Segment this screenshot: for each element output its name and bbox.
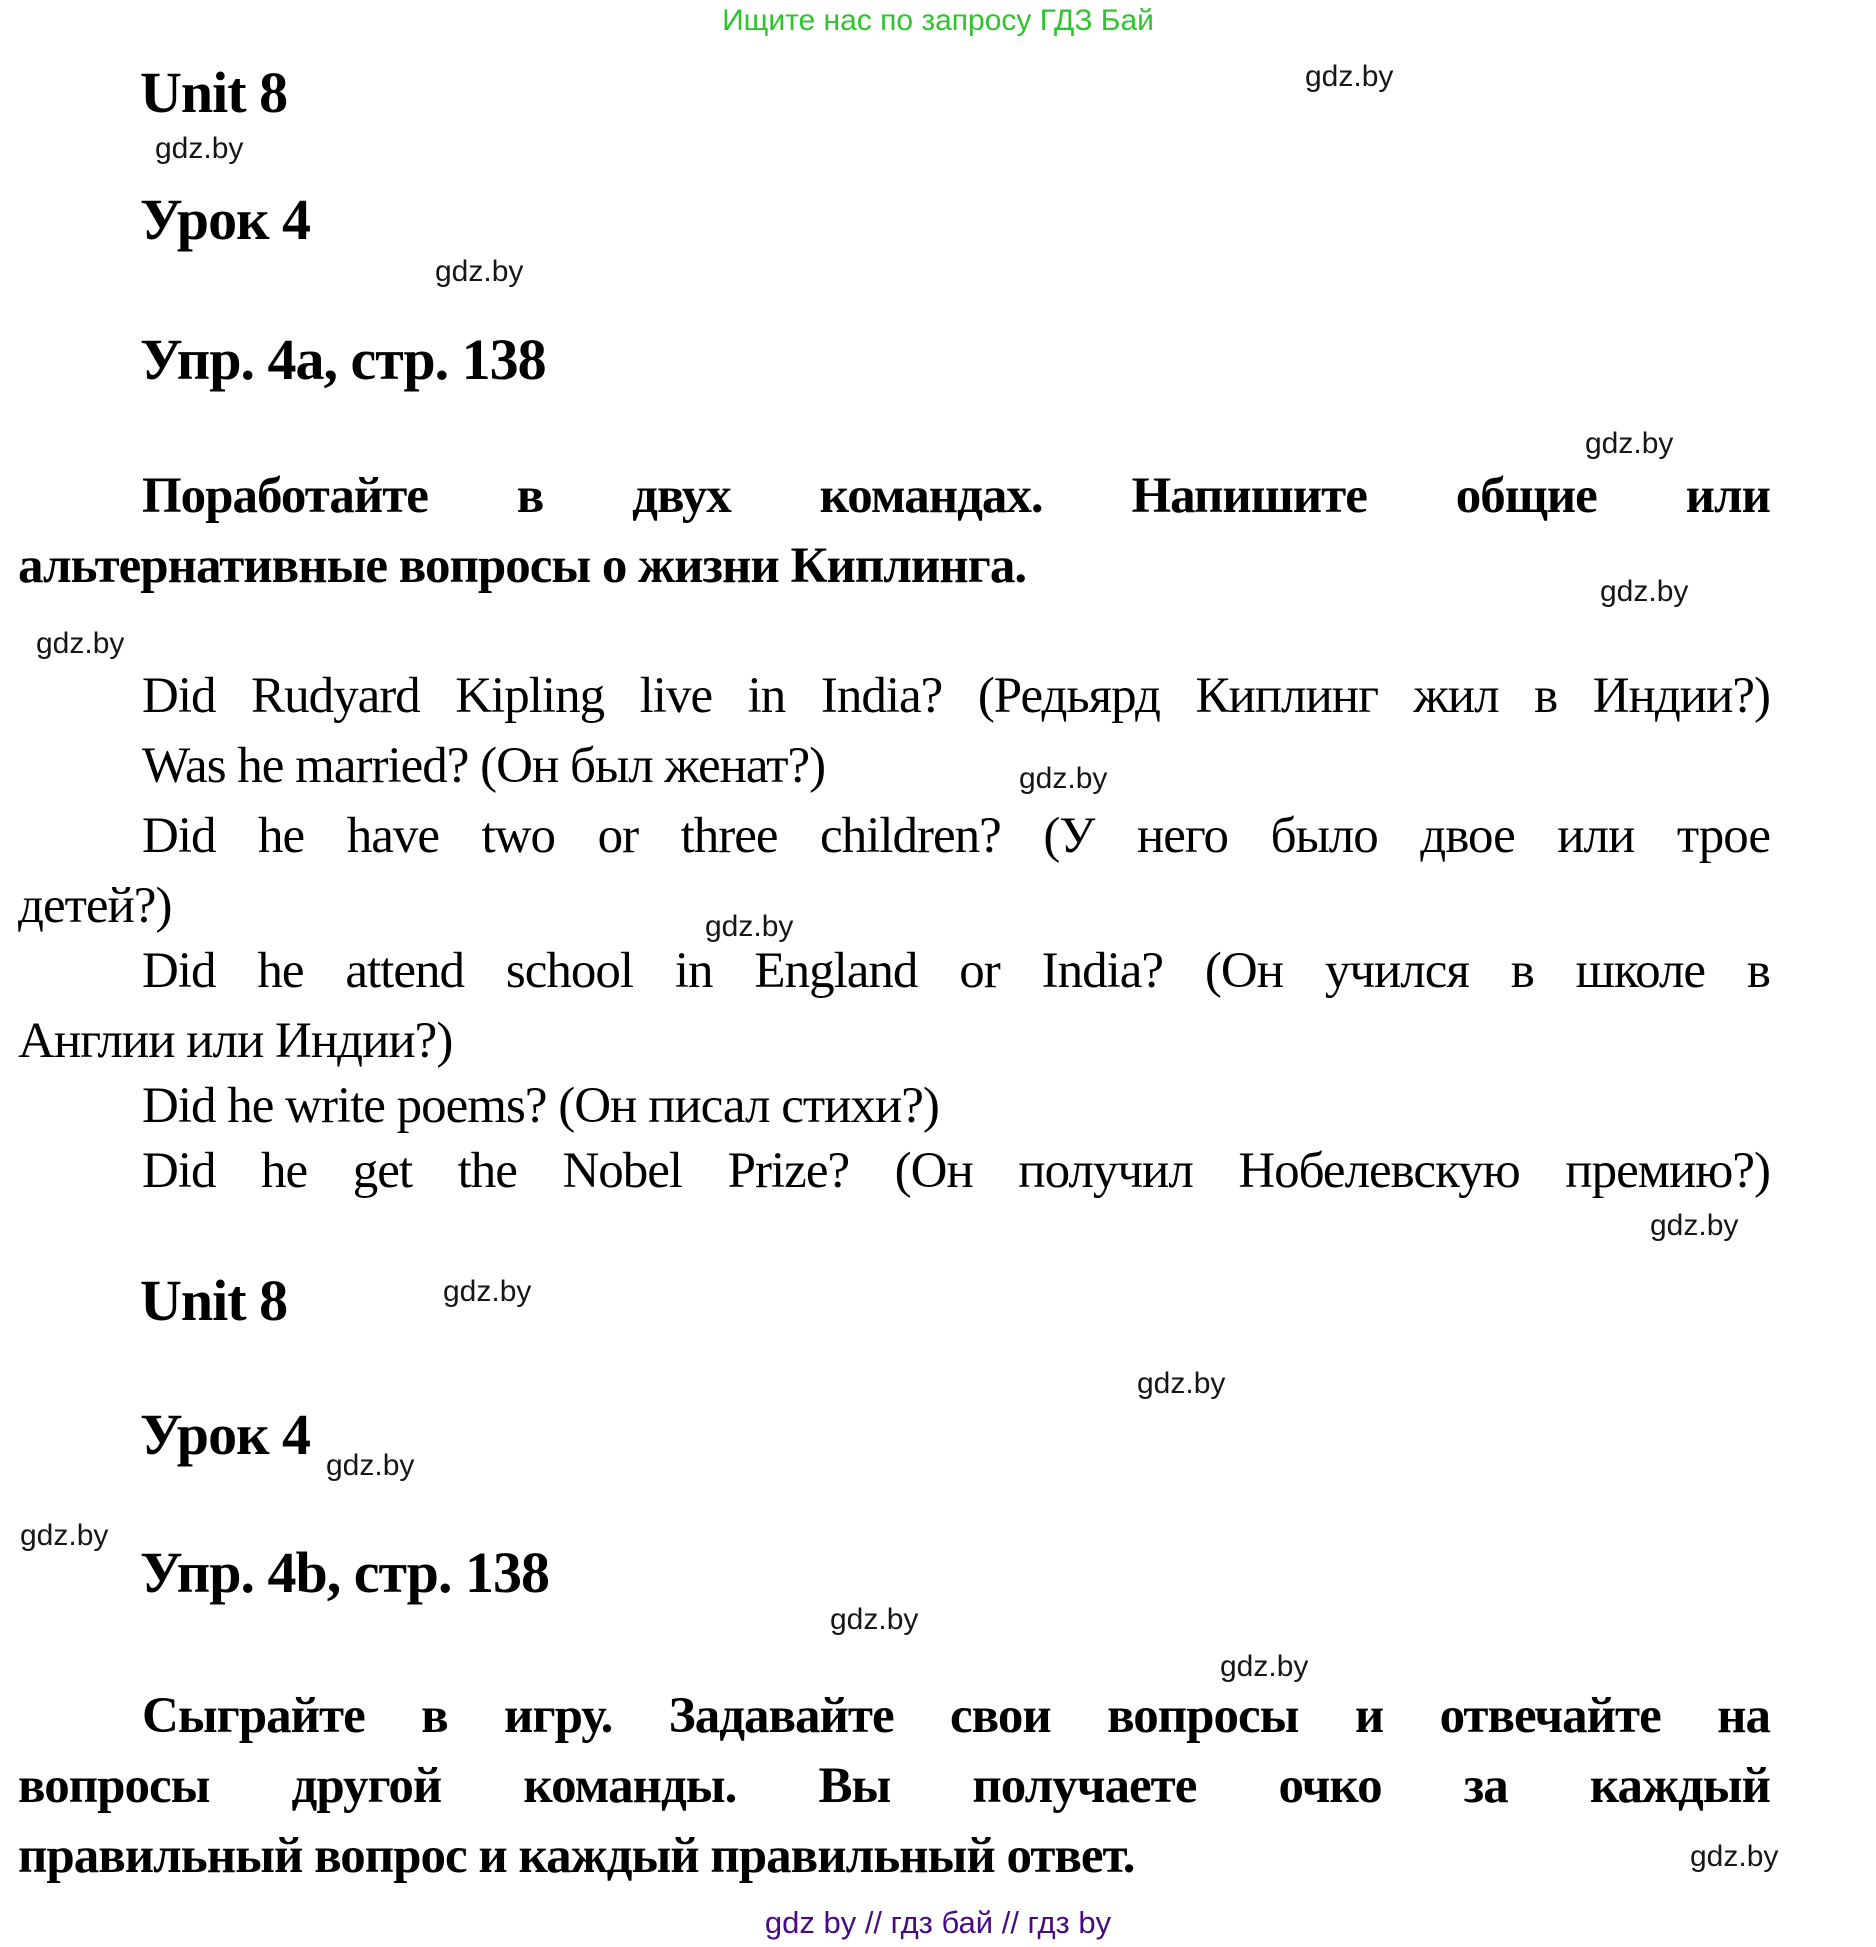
- watermark-gdz: gdz.by: [36, 627, 125, 660]
- lesson-heading-a: Урок 4: [140, 187, 310, 252]
- watermark-gdz: gdz.by: [830, 1603, 919, 1636]
- answer-line: Did he write poems? (Он писал стихи?): [142, 1078, 939, 1134]
- watermark-gdz: gdz.by: [20, 1519, 109, 1552]
- task-line: вопросы другой команды. Вы получаете очко за каждый: [18, 1758, 1770, 1814]
- watermark-gdz: gdz.by: [1650, 1209, 1739, 1242]
- answer-line: Англии или Индии?): [18, 1013, 453, 1069]
- watermark-gdz: gdz.by: [1585, 427, 1674, 460]
- answer-line: Did he get the Nobel Prize? (Он получил Нобелевскую премию?): [142, 1143, 1770, 1199]
- lesson-heading-b: Урок 4: [140, 1402, 310, 1467]
- answer-line: Did Rudyard Kipling live in India? (Редьярд Киплинг жил в Индии?): [142, 668, 1770, 724]
- watermark-gdz: gdz.by: [443, 1275, 532, 1308]
- watermark-gdz: gdz.by: [1600, 575, 1689, 608]
- watermark-gdz: gdz.by: [1305, 60, 1394, 93]
- watermark-gdz: gdz.by: [155, 132, 244, 165]
- answer-line: Did he attend school in England or India? (Он учился в школе в: [142, 943, 1770, 999]
- watermark-gdz: gdz.by: [1690, 1840, 1779, 1873]
- exercise-heading-a: Упр. 4а, стр. 138: [140, 327, 546, 392]
- answer-line: Was he married? (Он был женат?): [142, 738, 826, 794]
- task-line: альтернативные вопросы о жизни Киплинга.: [18, 538, 1027, 594]
- footer-links: gdz by // гдз бай // гдз by: [764, 1905, 1112, 1940]
- answer-line: детей?): [18, 878, 172, 934]
- task-line: Поработайте в двух командах. Напишите общие или: [142, 468, 1770, 524]
- exercise-heading-b: Упр. 4b, стр. 138: [140, 1540, 549, 1605]
- task-line: Сыграйте в игру. Задавайте свои вопросы и отвечайте на: [142, 1688, 1770, 1744]
- promo-banner: Ищите нас по запросу ГДЗ Бай: [722, 4, 1154, 37]
- task-line: правильный вопрос и каждый правильный ответ.: [18, 1828, 1135, 1884]
- watermark-gdz: gdz.by: [1019, 762, 1108, 795]
- unit-heading-a: Unit 8: [140, 60, 288, 125]
- watermark-gdz: gdz.by: [435, 255, 524, 288]
- unit-heading-b: Unit 8: [140, 1268, 288, 1333]
- watermark-gdz: gdz.by: [1220, 1650, 1309, 1683]
- watermark-gdz: gdz.by: [326, 1449, 415, 1482]
- watermark-gdz: gdz.by: [705, 910, 794, 943]
- watermark-gdz: gdz.by: [1137, 1367, 1226, 1400]
- answer-line: Did he have two or three children? (У него было двое или трое: [142, 808, 1770, 864]
